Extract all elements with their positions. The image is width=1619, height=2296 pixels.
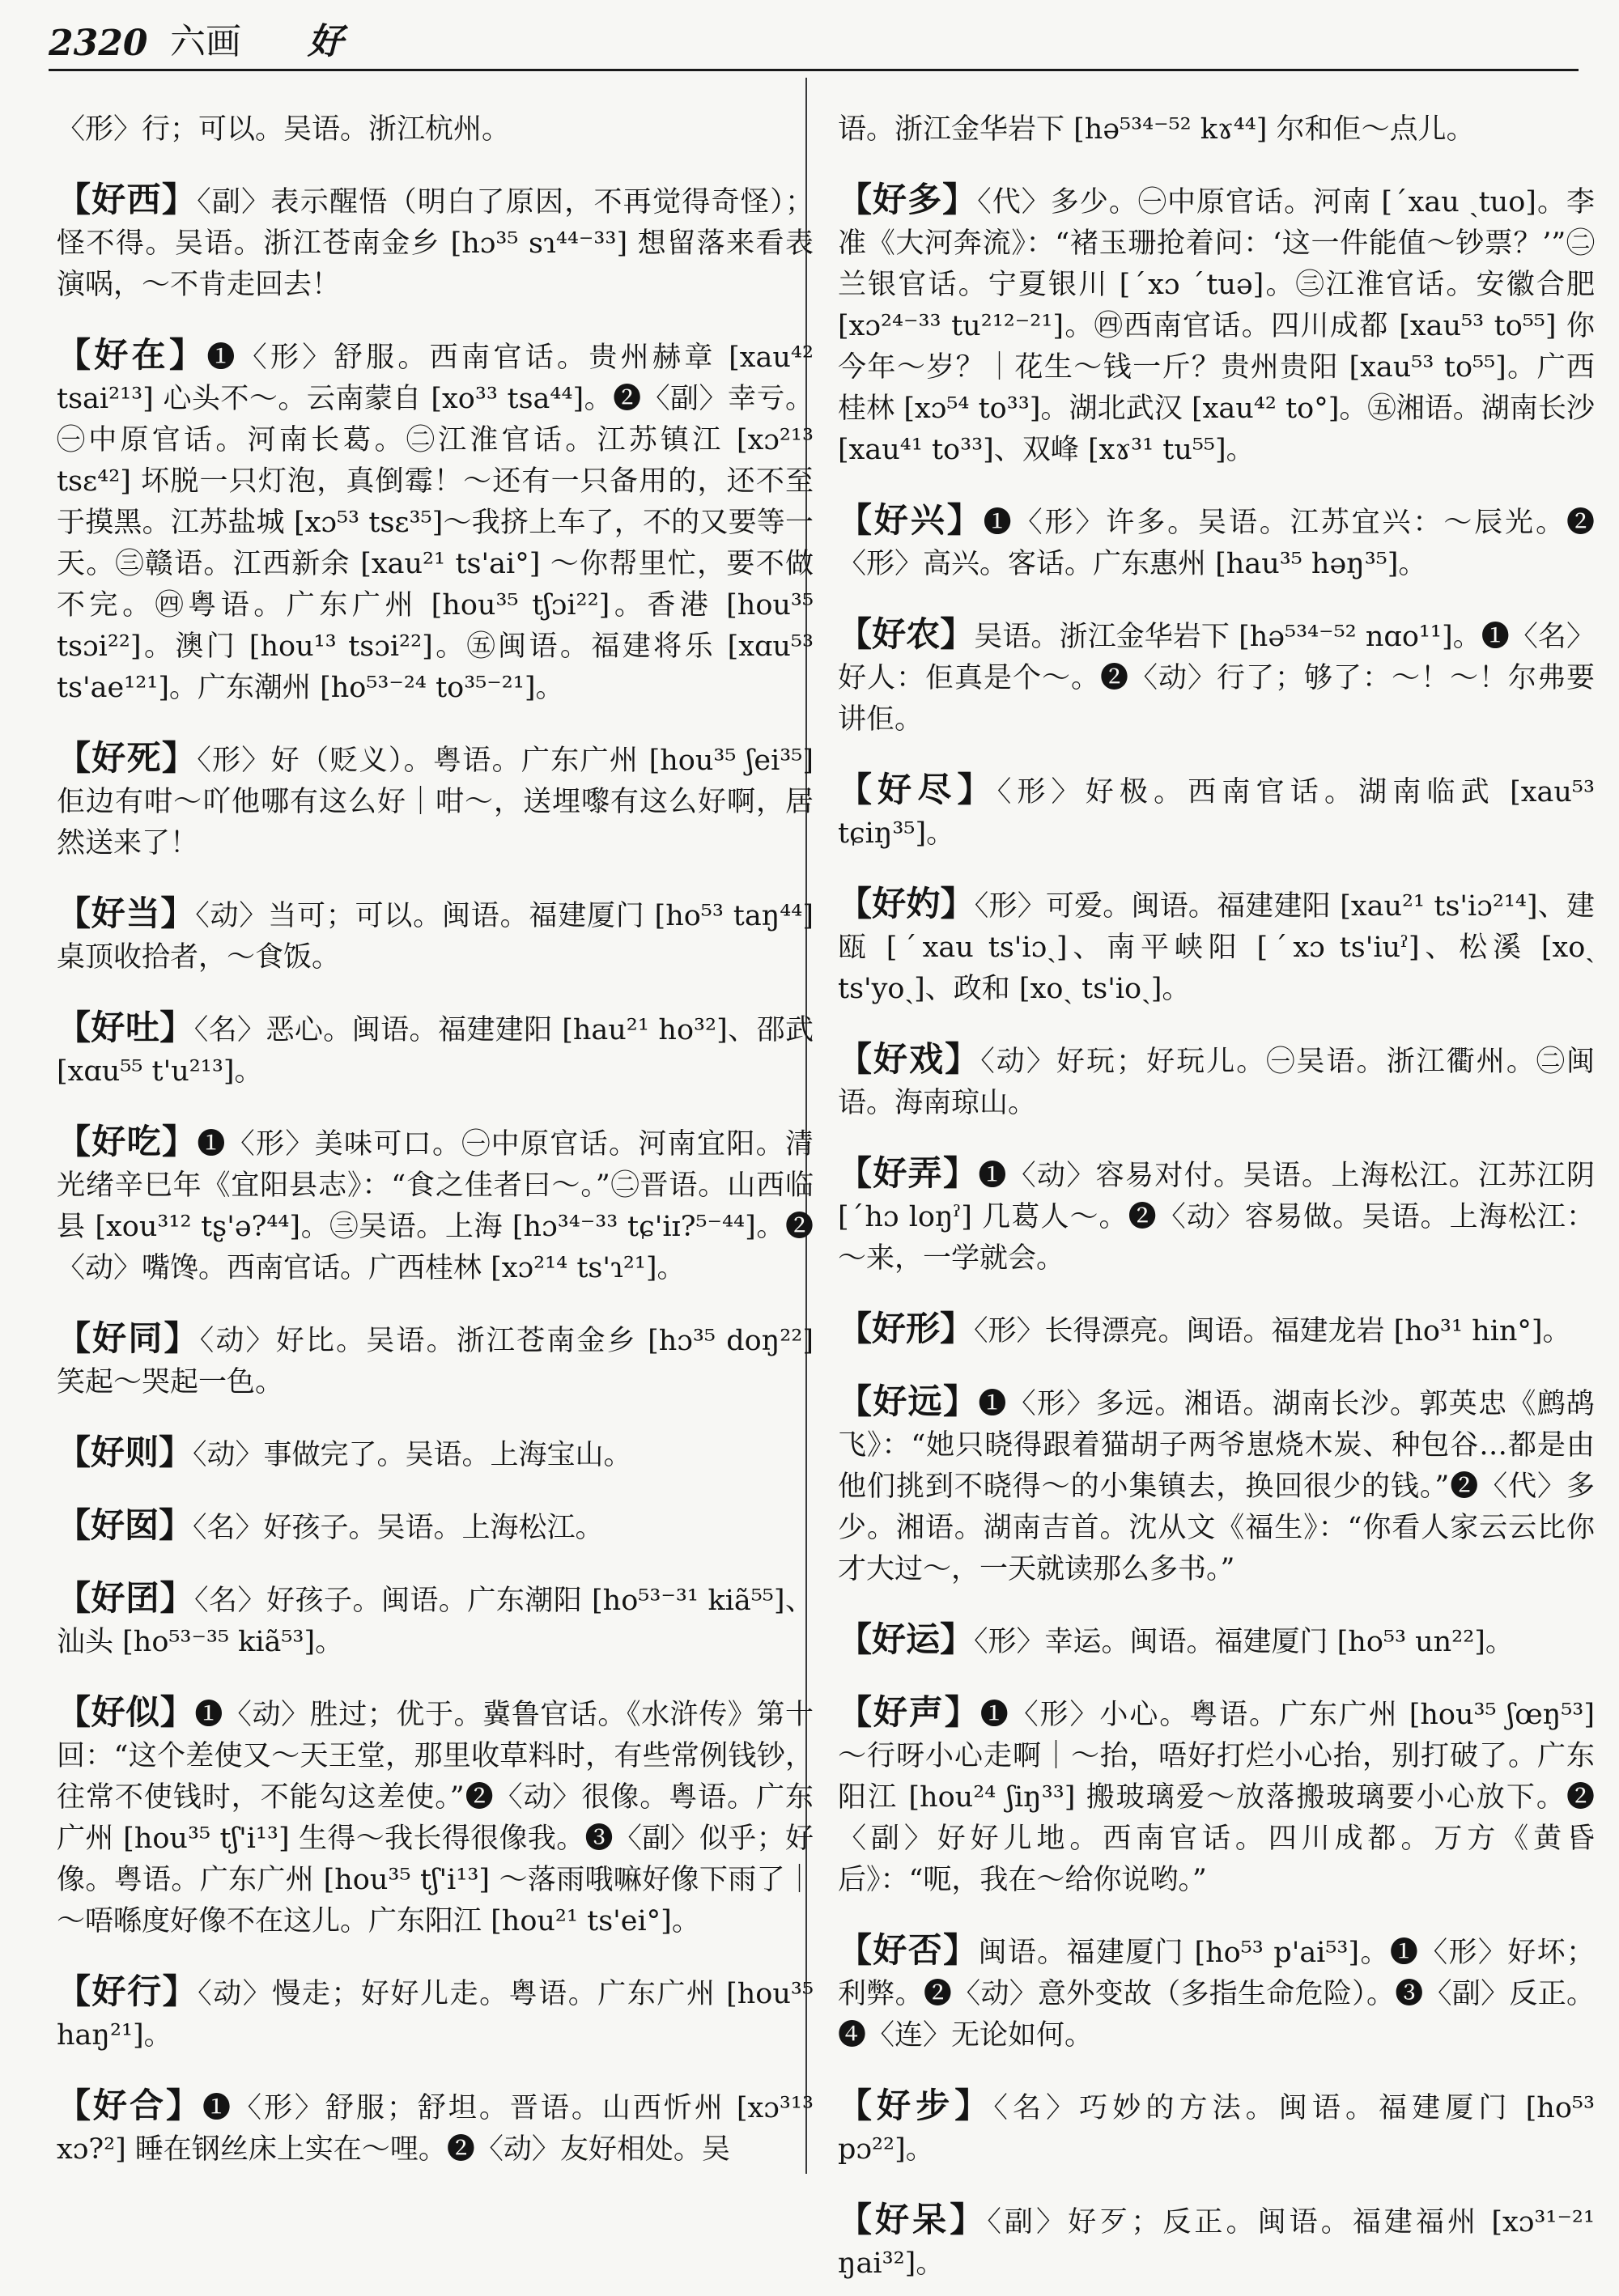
right-column <box>838 81 1595 2296</box>
entry-continuation-right: 语。浙江金华岩下 [hə⁵³⁴⁻⁵² kɤ⁴⁴] 尔和佢～点儿。 <box>838 113 1475 146</box>
header-character: 好 <box>308 21 343 62</box>
headword: 【好呆】 <box>838 2200 988 2239</box>
headword: 【好吐】 <box>57 1008 194 1047</box>
entry-haoshuo: 【好妁】〈形〉可爱。闽语。福建建阳 [xau²¹ ts'iɔ²¹⁴]、建瓯 [ˊxau ts'iɔˎ]、南平峡阳 [ˊxɔ ts'iuˀ]、松溪 [xoˎ ts'yoˎ]、政和 [xoˎ ts'ioˎ]。 <box>838 884 1595 1005</box>
section-label: 六画 <box>170 21 241 62</box>
entry-haodai: 【好呆】〈副〉好歹；反正。闽语。福建福州 [xɔ³¹⁻²¹ ŋai³²]。 <box>838 2200 1595 2280</box>
entry-haonan: 【好囡】〈名〉好孩子。吴语。上海松江。 <box>57 1505 604 1545</box>
entry-continuation: 〈形〉行；可以。吴语。浙江杭州。 <box>57 113 511 146</box>
entry-haosi: 【好死】〈形〉好（贬义）。粤语。广东广州 [hou³⁵ ʃei³⁵] 佢边有咁～吖他哪有这么好｜咁～，送埋嚟有这么好啊，居然送来了！ <box>57 738 814 859</box>
entry-haofou: 【好否】闽语。福建厦门 [ho⁵³ p'ai⁵³]。❶〈形〉好坏；利弊。❷〈动〉意外变故（多指生命危险）。❸〈副〉反正。❹〈连〉无论如何。 <box>838 1930 1595 2052</box>
entry-haoxi: 【好西】〈副〉表示醒悟（明白了原因，不再觉得奇怪）；怪不得。吴语。浙江苍南金乡 [hɔ³⁵ sɿ⁴⁴⁻³³] 想留落来看表演㖞，～不肯走回去！ <box>57 180 814 301</box>
entry-haoduo: 【好多】〈代〉多少。㊀中原官话。河南 [ˊxau ˏtuo]。李准《大河奔流》：“褚玉珊抢着问：‘这一件能值～钞票？’”㊁兰银官话。宁夏银川 [ˊxɔ ˊtuə]。㊂江淮官话。安徽合肥 [xɔ²⁴⁻³³ tu²¹²⁻²¹]。㊃西南官话。四川成都 [xau⁵³ to⁵⁵] 你今年～岁？｜花生～钱一斤？贵州贵阳 [xau⁵³ to⁵⁵]。广西桂林 [xɔ⁵⁴ to³³]。湖北武汉 [xau⁴² to°]。㊄湘语。湖南长沙 [xau⁴¹ to³³]、双峰 [xɤ³¹ tu⁵⁵]。 <box>838 180 1595 466</box>
entry-haobu: 【好步】〈名〉巧妙的方法。闽语。福建厦门 [ho⁵³ pɔ²²]。 <box>838 2086 1595 2166</box>
headword: 【好同】 <box>57 1318 200 1358</box>
headword: 【好运】 <box>838 1619 975 1659</box>
headword: 【好弄】 <box>838 1153 979 1193</box>
page-header <box>49 11 1579 71</box>
entry-haotong: 【好同】〈动〉好比。吴语。浙江苍南金乡 [hɔ³⁵ doŋ²²] 笑起～哭起一色。 <box>57 1318 814 1398</box>
headword: 【好远】 <box>838 1381 979 1421</box>
headword: 【好则】 <box>57 1432 193 1472</box>
headword: 【好多】 <box>838 180 978 219</box>
headword: 【好尽】 <box>838 770 997 809</box>
page-number: 2320 <box>49 23 148 64</box>
headword: 【好当】 <box>57 893 196 933</box>
headword: 【好西】 <box>57 180 198 219</box>
entry-haonong: 【好农】吴语。浙江金华岩下 [hə⁵³⁴⁻⁵² nɑo¹¹]。❶〈名〉好人：佢真是个～。❷〈动〉行了；够了：～！～！尔弗要讲佢。 <box>838 614 1595 736</box>
headword: 【好似】 <box>57 1692 195 1732</box>
left-column <box>57 81 814 2182</box>
headword: 【好吃】 <box>57 1122 198 1161</box>
headword: 【好囡】 <box>57 1505 193 1545</box>
entry-haohe: 【好合】❶〈形〉舒服；舒坦。晋语。山西忻州 [xɔ³¹³ xɔ?²] 睡在钢丝床上实在～哩。❷〈动〉友好相处。吴 <box>57 2086 814 2166</box>
entry-haojian: 【好囝】〈名〉好孩子。闽语。广东潮阳 [ho⁵³⁻³¹ kiã⁵⁵]、汕头 [ho⁵³⁻³⁵ kiã⁵³]。 <box>57 1578 814 1658</box>
entry-haoxi2: 【好戏】〈动〉好玩；好玩儿。㊀吴语。浙江衢州。㊁闽语。海南琼山。 <box>838 1039 1595 1119</box>
headword: 【好声】 <box>838 1692 980 1732</box>
entry-haoxing: 【好行】〈动〉慢走；好好儿走。粤语。广东广州 [hou³⁵ haŋ²¹]。 <box>57 1971 814 2052</box>
entry-haoyuan: 【好远】❶〈形〉多远。湘语。湖南长沙。郭英忠《鹧鸪飞》：“她只晓得跟着猫胡子两爷崽烧木炭、种包谷…都是由他们挑到不晓得～的小集镇去，换回很少的钱。”❷〈代〉多少。湘语。湖南吉首。沈从文《福生》：“你看人家云云比你才大过～，一天就读那么多书。” <box>838 1381 1595 1585</box>
headword: 【好合】 <box>57 2086 202 2125</box>
entry-haosheng: 【好声】❶〈形〉小心。粤语。广东广州 [hou³⁵ ʃœŋ⁵³] ～行呀小心走啊｜～抬，唔好打烂小心抬，别打破了。广东阳江 [hou²⁴ ʃiŋ³³] 搬玻璃爱～放落搬玻璃要小心放下。❷〈副〉好好儿地。西南官话。四川成都。万方《黄昏后》：“呃，我在～给你说哟。” <box>838 1692 1595 1896</box>
headword: 【好农】 <box>838 614 975 654</box>
entry-haoxing3: 【好形】〈形〉长得漂亮。闽语。福建龙岩 [ho³¹ hin°]。 <box>838 1309 1571 1348</box>
entry-haodang: 【好当】〈动〉当可；可以。闽语。福建厦门 [ho⁵³ taŋ⁴⁴] 桌顶收拾者，～食饭。 <box>57 893 814 974</box>
headword: 【好否】 <box>838 1930 979 1970</box>
headword: 【好妁】 <box>838 884 975 923</box>
entry-haoyun: 【好运】〈形〉幸运。闽语。福建厦门 [ho⁵³ un²²]。 <box>838 1619 1514 1659</box>
entry-haonong2: 【好弄】❶〈动〉容易对付。吴语。上海松江。江苏江阴 [ˊhɔ loŋˀ] 几葛人～。❷〈动〉容易做。吴语。上海松江：～来，一学就会。 <box>838 1153 1595 1275</box>
headword: 【好在】 <box>57 335 207 375</box>
entry-haoze: 【好则】〈动〉事做完了。吴语。上海宝山。 <box>57 1432 632 1472</box>
headword: 【好行】 <box>57 1971 198 2011</box>
entry-haozai: 【好在】❶〈形〉舒服。西南官话。贵州赫章 [xau⁴² tsai²¹³] 心头不～。云南蒙自 [xo³³ tsa⁴⁴]。❷〈副〉幸亏。㊀中原官话。河南长葛。㊁江淮官话。江苏镇江 [xɔ²¹³ tsɛ⁴²] 坏脱一只灯泡，真倒霉！～还有一只备用的，还不至于摸黑。江苏盐城 [xɔ⁵³ tsɛ³⁵]～我挤上车了，不的又要等一天。㊂赣语。江西新余 [xau²¹ ts'ai°] ～你帮里忙，要不做不完。㊃粤语。广东广州 [hou³⁵ tʃɔi²²]。香港 [hou³⁵ tsɔi²²]。澳门 [hou¹³ tsɔi²²]。㊄闽语。福建将乐 [xɑu⁵³ ts'ae¹²¹]。广东潮州 [ho⁵³⁻²⁴ to³⁵⁻²¹]。 <box>57 335 814 704</box>
entry-haojin: 【好尽】〈形〉好极。西南官话。湖南临武 [xau⁵³ tɕiŋ³⁵]。 <box>838 770 1595 850</box>
headword: 【好死】 <box>57 738 198 778</box>
entry-haoxing2: 【好兴】❶〈形〉许多。吴语。江苏宜兴：～辰光。❷〈形〉高兴。客话。广东惠州 [hau³⁵ həŋ³⁵]。 <box>838 500 1595 580</box>
entry-haosi2: 【好似】❶〈动〉胜过；优于。冀鲁官话。《水浒传》第十回：“这个差使又～天王堂，那里收草料时，有些常例钱钞，往常不使钱时，不能勾这差使。”❷〈动〉很像。粤语。广东广州 [hou³⁵ tʃ'i¹³] 生得～我长得很像我。❸〈副〉似乎；好像。粤语。广东广州 [hou³⁵ tʃ'i¹³] ～落雨哦嘛好像下雨了｜～唔喺度好像不在这儿。广东阳江 [hou²¹ ts'ei°]。 <box>57 1692 814 1937</box>
headword: 【好兴】 <box>838 500 984 540</box>
headword: 【好囝】 <box>57 1578 194 1618</box>
entry-haochi: 【好吃】❶〈形〉美味可口。㊀中原官话。河南宜阳。清光绪辛巳年《宜阳县志》：“食之佳者曰～。”㊁晋语。山西临县 [xou³¹² tʂ'ə?⁴⁴]。㊂吴语。上海 [hɔ³⁴⁻³³ tɕ'iɪ?⁵⁻⁴⁴]。❷〈动〉嘴馋。西南官话。广西桂林 [xɔ²¹⁴ ts'ɿ²¹]。 <box>57 1122 814 1284</box>
headword: 【好步】 <box>838 2086 994 2125</box>
headword: 【好戏】 <box>838 1039 981 1079</box>
entry-haotu: 【好吐】〈名〉恶心。闽语。福建建阳 [hau²¹ ho³²]、邵武 [xɑu⁵⁵ t'u²¹³]。 <box>57 1008 814 1088</box>
headword: 【好形】 <box>838 1309 975 1348</box>
